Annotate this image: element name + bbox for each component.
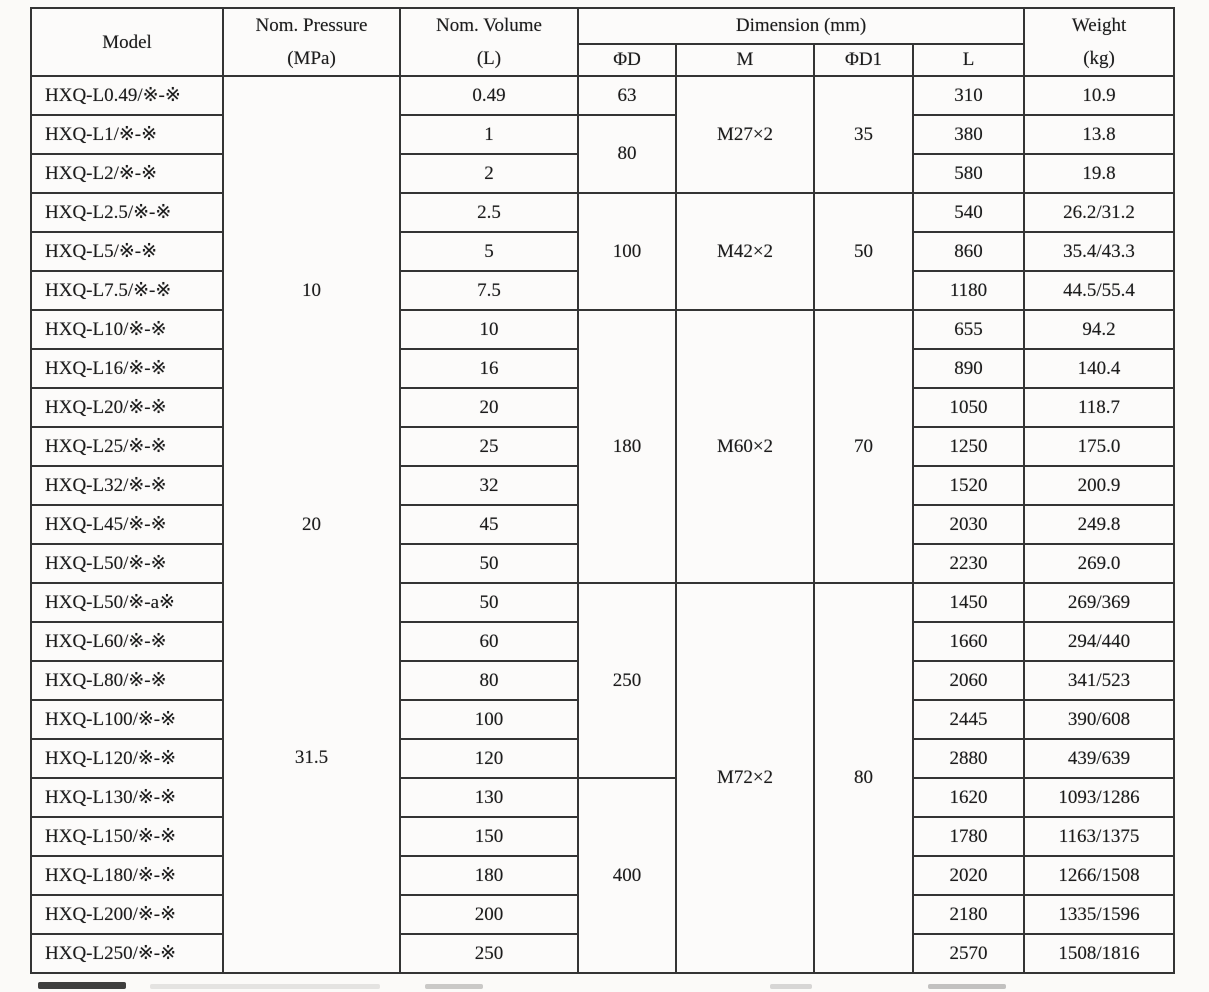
volume-cell: 32 xyxy=(400,466,578,505)
weight-cell: 19.8 xyxy=(1024,154,1174,193)
header-pressure-line2: (MPa) xyxy=(287,48,336,69)
footnote-fragment xyxy=(425,984,483,989)
m-cell: M60×2 xyxy=(676,310,814,583)
weight-cell: 341/523 xyxy=(1024,661,1174,700)
model-cell: HXQ-L120/※-※ xyxy=(31,739,223,778)
header-weight xyxy=(1024,8,1174,76)
phi-d-cell: 400 xyxy=(578,778,676,973)
volume-cell: 250 xyxy=(400,934,578,973)
model-cell: HXQ-L50/※-a※ xyxy=(31,583,223,622)
volume-cell: 45 xyxy=(400,505,578,544)
l-cell: 1250 xyxy=(913,427,1024,466)
l-cell: 2230 xyxy=(913,544,1024,583)
volume-cell: 150 xyxy=(400,817,578,856)
table-row xyxy=(31,193,1174,232)
phi-d1-cell: 80 xyxy=(814,583,913,973)
volume-cell: 50 xyxy=(400,583,578,622)
table-row xyxy=(31,76,1174,115)
volume-cell: 50 xyxy=(400,544,578,583)
l-cell: 1620 xyxy=(913,778,1024,817)
model-cell: HXQ-L5/※-※ xyxy=(31,232,223,271)
volume-cell: 120 xyxy=(400,739,578,778)
model-cell: HXQ-L2/※-※ xyxy=(31,154,223,193)
volume-cell: 80 xyxy=(400,661,578,700)
l-cell: 2445 xyxy=(913,700,1024,739)
m-cell: M42×2 xyxy=(676,193,814,310)
volume-cell: 180 xyxy=(400,856,578,895)
model-cell: HXQ-L20/※-※ xyxy=(31,388,223,427)
model-cell: HXQ-L180/※-※ xyxy=(31,856,223,895)
model-cell: HXQ-L2.5/※-※ xyxy=(31,193,223,232)
volume-cell: 0.49 xyxy=(400,76,578,115)
accumulator-spec-table xyxy=(30,7,1175,974)
header-volume xyxy=(400,8,578,76)
pressure-cell xyxy=(223,76,400,973)
pressure-value: 31.5 xyxy=(294,746,329,768)
weight-cell: 10.9 xyxy=(1024,76,1174,115)
l-cell: 2020 xyxy=(913,856,1024,895)
weight-cell: 35.4/43.3 xyxy=(1024,232,1174,271)
header-l: L xyxy=(913,44,1024,76)
model-cell: HXQ-L1/※-※ xyxy=(31,115,223,154)
weight-cell: 249.8 xyxy=(1024,505,1174,544)
table-row xyxy=(31,115,1174,154)
model-cell: HXQ-L16/※-※ xyxy=(31,349,223,388)
weight-cell: 269/369 xyxy=(1024,583,1174,622)
footnote-fragment xyxy=(770,984,812,989)
header-model-label: Model xyxy=(102,31,152,53)
weight-cell: 118.7 xyxy=(1024,388,1174,427)
header-pressure xyxy=(223,8,400,76)
model-cell: HXQ-L25/※-※ xyxy=(31,427,223,466)
weight-cell: 1266/1508 xyxy=(1024,856,1174,895)
model-cell: HXQ-L10/※-※ xyxy=(31,310,223,349)
volume-cell: 2 xyxy=(400,154,578,193)
model-cell: HXQ-L130/※-※ xyxy=(31,778,223,817)
phi-d1-cell: 50 xyxy=(814,193,913,310)
l-cell: 2030 xyxy=(913,505,1024,544)
model-cell: HXQ-L32/※-※ xyxy=(31,466,223,505)
l-cell: 1520 xyxy=(913,466,1024,505)
l-cell: 1660 xyxy=(913,622,1024,661)
model-cell: HXQ-L0.49/※-※ xyxy=(31,76,223,115)
weight-cell: 439/639 xyxy=(1024,739,1174,778)
l-cell: 1780 xyxy=(913,817,1024,856)
l-cell: 380 xyxy=(913,115,1024,154)
pressure-value: 20 xyxy=(302,513,321,535)
phi-d1-cell: 70 xyxy=(814,310,913,583)
volume-cell: 1 xyxy=(400,115,578,154)
l-cell: 2180 xyxy=(913,895,1024,934)
footnote-fragment xyxy=(928,984,1006,989)
weight-cell: 175.0 xyxy=(1024,427,1174,466)
l-cell: 580 xyxy=(913,154,1024,193)
volume-cell: 10 xyxy=(400,310,578,349)
phi-d-cell: 100 xyxy=(578,193,676,310)
header-model xyxy=(31,8,223,76)
weight-cell: 13.8 xyxy=(1024,115,1174,154)
model-cell: HXQ-L45/※-※ xyxy=(31,505,223,544)
header-phi-d: ΦD xyxy=(578,44,676,76)
l-cell: 1050 xyxy=(913,388,1024,427)
header-weight-line1: Weight xyxy=(1071,15,1127,36)
weight-cell: 94.2 xyxy=(1024,310,1174,349)
weight-cell: 390/608 xyxy=(1024,700,1174,739)
model-cell: HXQ-L250/※-※ xyxy=(31,934,223,973)
volume-cell: 2.5 xyxy=(400,193,578,232)
weight-cell: 200.9 xyxy=(1024,466,1174,505)
table-row xyxy=(31,310,1174,349)
header-volume-line2: (L) xyxy=(476,48,502,69)
model-cell: HXQ-L100/※-※ xyxy=(31,700,223,739)
header-m: M xyxy=(676,44,814,76)
model-cell: HXQ-L7.5/※-※ xyxy=(31,271,223,310)
model-cell: HXQ-L50/※-※ xyxy=(31,544,223,583)
l-cell: 2880 xyxy=(913,739,1024,778)
pressure-value: 10 xyxy=(302,280,321,302)
table-row xyxy=(31,778,1174,817)
weight-cell: 1335/1596 xyxy=(1024,895,1174,934)
weight-cell: 140.4 xyxy=(1024,349,1174,388)
l-cell: 2570 xyxy=(913,934,1024,973)
m-cell: M72×2 xyxy=(676,583,814,973)
volume-cell: 5 xyxy=(400,232,578,271)
volume-cell: 200 xyxy=(400,895,578,934)
volume-cell: 60 xyxy=(400,622,578,661)
weight-cell: 1508/1816 xyxy=(1024,934,1174,973)
volume-cell: 130 xyxy=(400,778,578,817)
header-weight-line2: (kg) xyxy=(1083,48,1115,69)
footnote-fragment xyxy=(150,984,380,989)
phi-d-cell: 63 xyxy=(578,76,676,115)
l-cell: 540 xyxy=(913,193,1024,232)
header-pressure-line1: Nom. Pressure xyxy=(255,15,368,36)
table-body xyxy=(31,76,1174,973)
model-cell: HXQ-L60/※-※ xyxy=(31,622,223,661)
footnote-fragment xyxy=(38,982,126,989)
table-row xyxy=(31,583,1174,622)
weight-cell: 44.5/55.4 xyxy=(1024,271,1174,310)
clipped-footnote-text xyxy=(0,982,1209,992)
header-volume-line1: Nom. Volume xyxy=(436,15,542,36)
l-cell: 655 xyxy=(913,310,1024,349)
m-cell: M27×2 xyxy=(676,76,814,193)
l-cell: 860 xyxy=(913,232,1024,271)
phi-d-cell: 180 xyxy=(578,310,676,583)
model-cell: HXQ-L200/※-※ xyxy=(31,895,223,934)
l-cell: 310 xyxy=(913,76,1024,115)
weight-cell: 26.2/31.2 xyxy=(1024,193,1174,232)
model-cell: HXQ-L150/※-※ xyxy=(31,817,223,856)
weight-cell: 1163/1375 xyxy=(1024,817,1174,856)
l-cell: 890 xyxy=(913,349,1024,388)
l-cell: 1180 xyxy=(913,271,1024,310)
model-cell: HXQ-L80/※-※ xyxy=(31,661,223,700)
weight-cell: 294/440 xyxy=(1024,622,1174,661)
header-dimension: Dimension (mm) xyxy=(578,8,1024,44)
weight-cell: 269.0 xyxy=(1024,544,1174,583)
table-header xyxy=(31,8,1174,76)
l-cell: 1450 xyxy=(913,583,1024,622)
phi-d-cell: 250 xyxy=(578,583,676,778)
header-phi-d1: ΦD1 xyxy=(814,44,913,76)
volume-cell: 25 xyxy=(400,427,578,466)
header-row-1 xyxy=(31,8,1174,44)
phi-d1-cell: 35 xyxy=(814,76,913,193)
volume-cell: 100 xyxy=(400,700,578,739)
volume-cell: 7.5 xyxy=(400,271,578,310)
volume-cell: 20 xyxy=(400,388,578,427)
volume-cell: 16 xyxy=(400,349,578,388)
phi-d-cell: 80 xyxy=(578,115,676,193)
l-cell: 2060 xyxy=(913,661,1024,700)
weight-cell: 1093/1286 xyxy=(1024,778,1174,817)
